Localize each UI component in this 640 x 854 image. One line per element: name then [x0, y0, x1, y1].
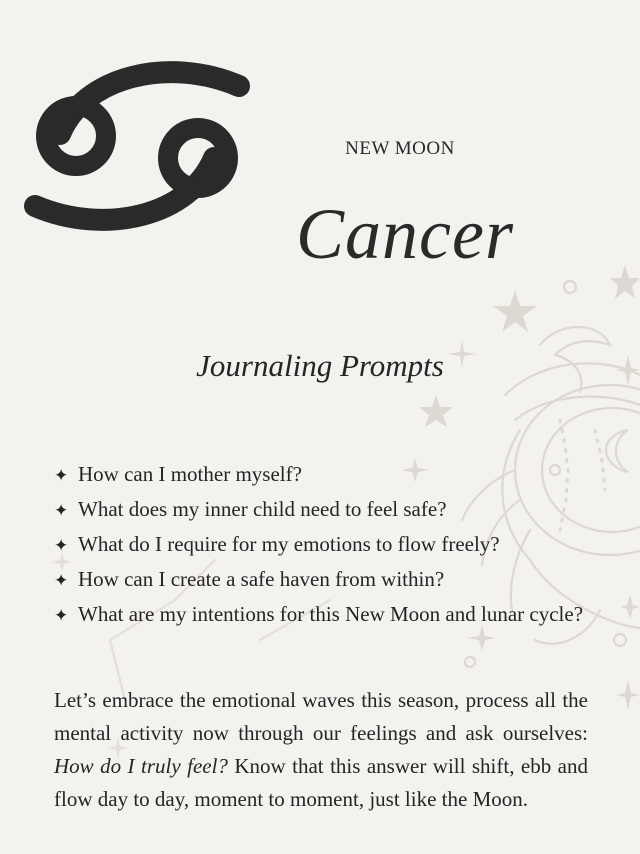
prompt-text: How can I create a safe haven from within?: [78, 567, 445, 591]
list-item: [54, 563, 588, 598]
body-text-end: Know that this answer will shift, ebb and flow day to day, moment to moment, just like the Moon.: [54, 754, 589, 811]
prompt-text: What does my inner child need to feel safe?: [78, 497, 447, 521]
prompt-text: What do I require for my emotions to flow freely?: [78, 532, 500, 556]
list-item: [54, 528, 588, 563]
body-text-start: Let’s embrace the emotional waves this season, process all the mental activity now through our feelings and ask ourselves:: [54, 688, 588, 745]
section-heading: Journaling Prompts: [196, 348, 444, 383]
four-point-star-icon: ✦: [54, 606, 69, 626]
list-item: [54, 493, 588, 528]
prompt-text: How can I mother myself?: [78, 462, 302, 486]
list-item: [54, 598, 588, 633]
new-moon-label: NEW MOON: [345, 138, 455, 159]
cancer-zodiac-icon: [24, 58, 250, 236]
prompt-text: What are my intentions for this New Moon and lunar cycle?: [78, 602, 584, 626]
four-point-star-icon: ✦: [54, 571, 69, 591]
four-point-star-icon: ✦: [54, 466, 69, 486]
body-emphasis: How do I truly feel?: [54, 754, 228, 778]
prompt-list: [54, 458, 588, 633]
four-point-star-icon: ✦: [54, 501, 69, 521]
list-item: [54, 458, 588, 493]
page-title: Cancer: [296, 194, 514, 274]
body-paragraph: [54, 684, 588, 816]
four-point-star-icon: ✦: [54, 536, 69, 556]
